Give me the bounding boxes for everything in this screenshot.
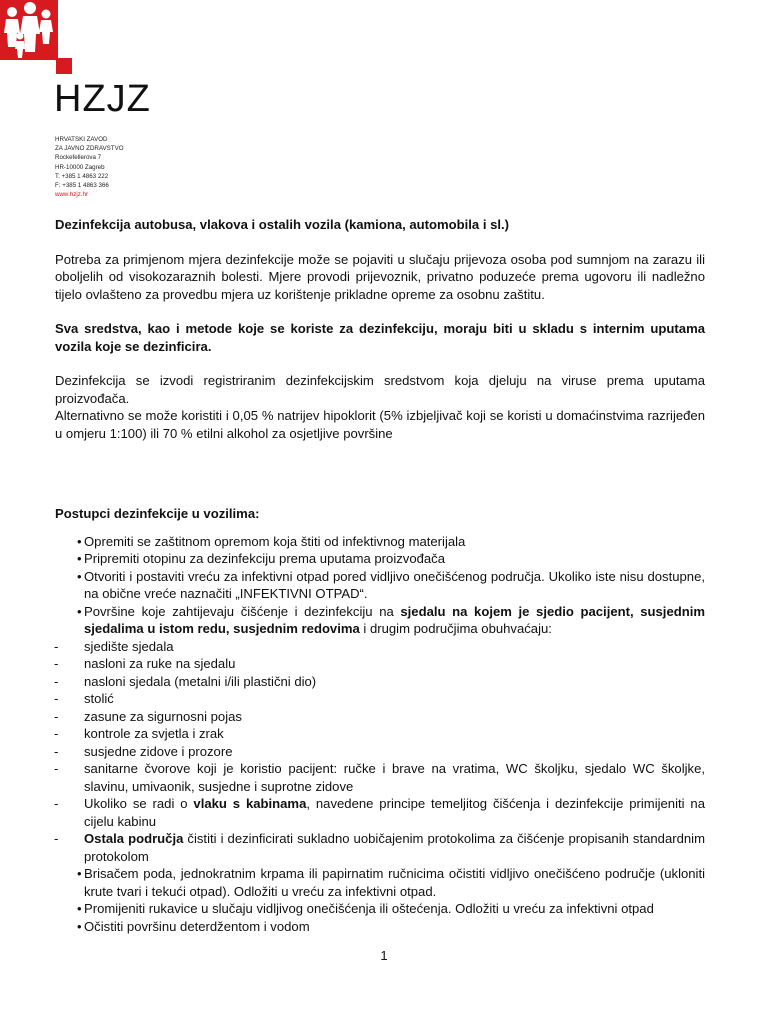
bullet-icon: • xyxy=(77,568,82,584)
list-item: • Očistiti površinu deterdžentom i vodom xyxy=(77,918,310,934)
paragraph-intro: Potreba za primjenom mjera dezinfekcije može se pojaviti u slučaju prijevoza osoba pod sumnjom na zarazu ili oboljelih od visokozaraznih bolesti. Mjere provodi prijevoznik, privatno poduzeće prema ugovoru ili nadležno tijelo ovlašteno za provedbu mjera uz korištenje prikladne opreme za osobnu zaštitu. xyxy=(55,251,705,302)
sublist-item: - kontrole za svjetla i zrak xyxy=(54,726,224,741)
sublist-item: - zasune za sigurnosni pojas xyxy=(54,708,242,724)
section-heading-procedures: Postupci dezinfekcije u vozilima: xyxy=(55,506,260,521)
address-phone: T: +385 1 4863 222 xyxy=(55,172,109,180)
paragraph-disinfectant: Dezinfekcija se izvodi registriranim dezinfekcijskim sredstvom koja djeluju na viruse prema uputama proizvođača. xyxy=(55,373,705,406)
sublist-item: - Ukoliko se radi o vlaku s kabinama, navedene principe temeljitog čišćenja i dezinfekcije primijeniti na cijelu kabinu xyxy=(54,796,705,829)
sublist-item: - susjedne zidove i prozore xyxy=(54,743,233,759)
dash-icon: - xyxy=(54,656,59,671)
bullet-icon: • xyxy=(77,901,82,916)
dash-icon: - xyxy=(54,673,59,689)
sublist-item: - stolić xyxy=(54,691,114,706)
list-item: • Brisačem poda, jednokratnim krpama ili papirnatim ručnicima očistiti vidljivo onečišćeno područje (ukloniti krute tvari i tekući otpad). Odložiti u vreću za infektivni otpad. xyxy=(77,866,705,899)
bullet-icon: • xyxy=(77,551,82,566)
sublist-item: - nasloni sjedala (metalni i/ili plastični dio) xyxy=(54,673,317,689)
sublist-item: - sjedište sjedala xyxy=(54,638,174,654)
bullet-icon: • xyxy=(77,603,82,619)
page-number: 1 xyxy=(380,948,388,963)
address-line: HRVATSKI ZAVOD xyxy=(55,136,108,143)
dash-icon: - xyxy=(54,743,59,759)
dash-icon: - xyxy=(54,831,59,846)
dash-icon: - xyxy=(54,691,59,706)
website-link[interactable]: www.hzjz.hr xyxy=(55,191,89,199)
address-fax: F: +385 1 4863 366 xyxy=(55,182,109,190)
sublist-item: - nasloni za ruke na sjedalu xyxy=(54,656,236,671)
dash-icon: - xyxy=(54,708,59,724)
dash-icon: - xyxy=(54,761,59,776)
logo-red-square xyxy=(56,58,72,74)
document-title: Dezinfekcija autobusa, vlakova i ostalih vozila (kamiona, automobila i sl.) xyxy=(55,217,510,232)
sublist-item: - Ostala područja čistiti i dezinficirati sukladno uobičajenim protokolima za čišćenje propisanih standardnim protokolom xyxy=(54,831,705,864)
bullet-icon: • xyxy=(77,533,82,549)
list-item: • Promijeniti rukavice u slučaju vidljivog onečišćenja ili oštećenja. Odložiti u vreću za infektivni otpad xyxy=(77,901,654,916)
address-line: Rockefellerova 7 xyxy=(55,154,102,162)
list-item: • Pripremiti otopinu za dezinfekciju prema uputama proizvođača xyxy=(77,551,445,566)
institution-address xyxy=(55,135,124,199)
procedure-list xyxy=(55,533,705,936)
address-line: HR-10000 Zagreb xyxy=(55,163,105,171)
sublist-item: - sanitarne čvorove koji je koristio pacijent: ručke i brave na vratima, WC školjku, sjedalo WC školjke, slavinu, umivaonik, susjedne i suprotne zidove xyxy=(54,761,705,794)
bullet-icon: • xyxy=(77,866,82,881)
list-item: • Površine koje zahtijevaju čišćenje i dezinfekciju na sjedalu na kojem je sjedio pacijent, susjednim sjedalima u istom redu, susjednim redovima i drugim područjima obuhvaćaju: xyxy=(77,603,705,636)
hzjz-logo-text: HZJZ xyxy=(54,78,151,120)
dash-icon: - xyxy=(54,638,59,654)
hzjz-people-logo-icon xyxy=(0,0,58,60)
address-line: ZA JAVNO ZDRAVSTVO xyxy=(55,145,124,153)
list-item: • Opremiti se zaštitnom opremom koja štiti od infektivnog materijala xyxy=(77,533,466,549)
document-body xyxy=(55,216,705,935)
paragraph-alternative: Alternativno se može koristiti i 0,05 % natrijev hipoklorit (5% izbjeljivač koji se koristi u domaćinstvima razrijeđen u omjeru 1:100) ili 70 % etilni alkohol za osjetljive površine xyxy=(55,408,705,441)
paragraph-bold-notice: Sva sredstva, kao i metode koje se koriste za dezinfekciju, moraju biti u skladu s internim uputama vozila koje se dezinficira. xyxy=(55,321,705,354)
dash-icon: - xyxy=(54,726,59,741)
dash-icon: - xyxy=(54,796,59,811)
bullet-icon: • xyxy=(77,918,82,934)
list-item: • Otvoriti i postaviti vreću za infektivni otpad pored vidljivo onečišćenog područja. Ukoliko iste nisu dostupne, na obične vreće naznačiti „INFEKTIVNI OTPAD“. xyxy=(77,568,705,601)
